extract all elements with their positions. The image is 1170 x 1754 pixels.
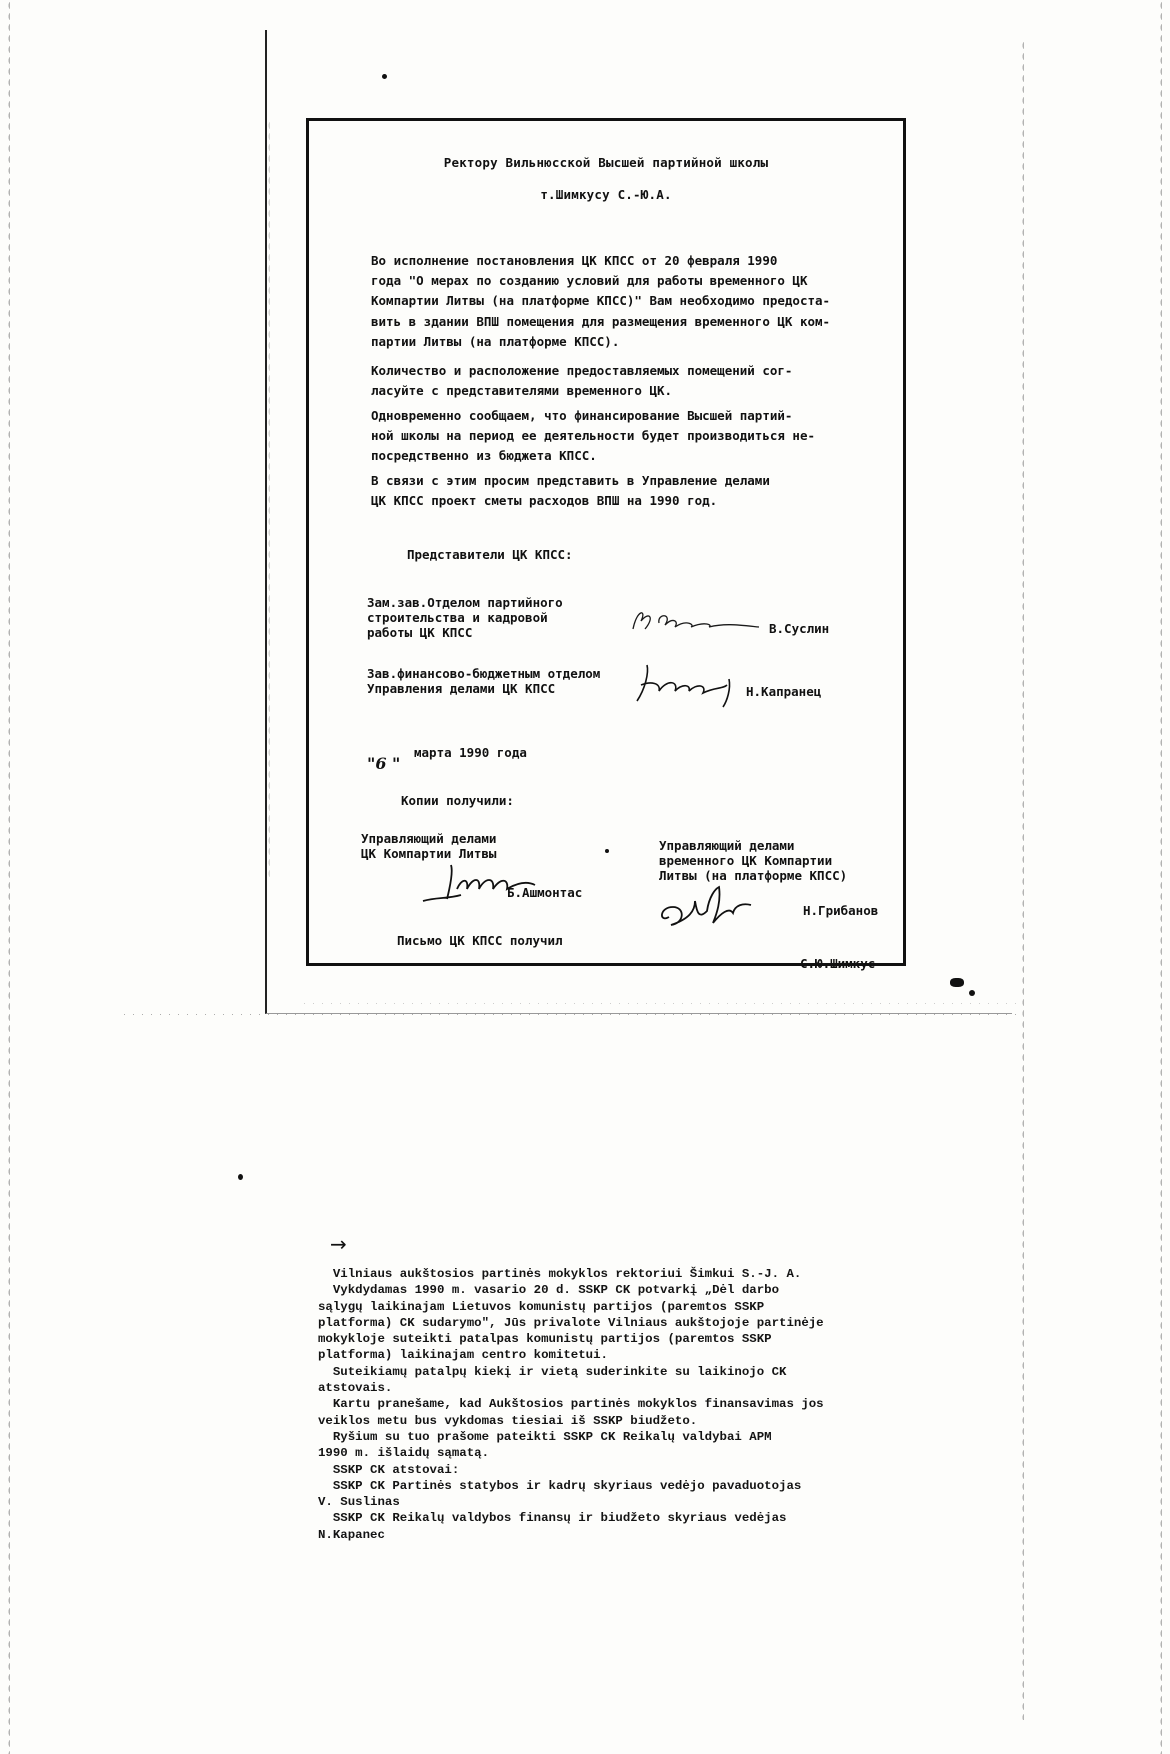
scan-noise-left <box>8 0 10 1754</box>
recipient-right-title: Управляющий делами временного ЦК Компартии Литвы (на платформе КПСС) <box>659 838 848 883</box>
letter-paragraph-2: Количество и расположение предоставляемых помещений сог- ласуйте с представителями временного ЦК. <box>371 363 793 399</box>
letter-paragraph-1: Во исполнение постановления ЦК КПСС от 20 февраля 1990 года "О мерах по созданию условий для работы временного ЦК Компартии Литвы (на платформе КПСС)" Вам необходимо предоста- вить в здании ВПШ помещения для размещения временного ЦК ком- партии Литвы (на платформе КПСС). <box>371 253 831 349</box>
scan-noise-right-2 <box>1160 0 1162 1754</box>
received-note: Письмо ЦК КПСС получил <box>397 933 563 948</box>
received-signature: С.Ю.Шимкус <box>800 956 876 971</box>
arrow-marker: → <box>330 1232 347 1256</box>
recipient-left-name: Б.Ашмонтас <box>507 885 583 900</box>
translation-line: Kartu pranešame, kad Aukštosios partinės mokyklos finansavimas jos <box>318 1397 824 1412</box>
translation-line: Vilniaus aukštosios partinės mokyklos rektoriui Šimkui S.-J. A. <box>318 1267 802 1281</box>
rep2-name: Н.Капранец <box>746 684 822 699</box>
addressee-line-1: Ректору Вильнюсской Высшей партийной школы <box>443 155 769 170</box>
date-day <box>367 741 400 771</box>
recipient-left-title: Управляющий делами ЦК Компартии Литвы <box>361 831 497 861</box>
letter-paragraph-3: Одновременно сообщаем, что финансирование Высшей партий- ной школы на период ее деятельности будет производиться не- посредственно из бюджета КПСС. <box>371 408 816 464</box>
quote-mark: " <box>386 754 401 773</box>
translation-line: platforma) CK sudarymo", Jūs privalote Vilniaus aukštojoje partinėje <box>318 1315 824 1330</box>
representatives-heading: Представители ЦК КПСС: <box>407 547 573 562</box>
date-day-value: 6 <box>375 754 387 773</box>
speck <box>238 1174 243 1180</box>
gribanov-signature <box>655 883 775 933</box>
typed-letter <box>306 118 906 966</box>
rep2-title: Зав.финансово-бюджетным отделом Управления делами ЦК КПСС <box>367 666 601 696</box>
translation-line: sąlygų laikinajam Lietuvos komunistų partijos (paremtos SSKP <box>318 1299 765 1314</box>
translation-line: veiklos metu bus vykdomas tiesiai iš SSKP biudžeto. <box>318 1413 698 1428</box>
recipient-right-name: Н.Грибанов <box>803 903 879 918</box>
addressee-line-2: т.Шимкусу С.-Ю.А. <box>540 187 672 202</box>
kapranets-signature <box>631 661 751 709</box>
translation-line: mokykloje suteikti patalpas komunistų partijos (paremtos SSKP <box>318 1332 772 1347</box>
translation-line: platforma) laikinajam centro komitetui. <box>318 1348 608 1363</box>
rep1-title: Зам.зав.Отделом партийного строительства и кадровой работы ЦК КПСС <box>367 595 563 640</box>
translation-line: atstovais. <box>318 1381 393 1396</box>
date-rest: марта 1990 года <box>414 745 527 760</box>
suslin-signature <box>629 603 769 643</box>
translation-line: N.Kapanec <box>318 1527 385 1542</box>
ashmontas-signature <box>417 859 567 909</box>
translation-line: V. Suslinas <box>318 1495 400 1510</box>
translation-line: Vykdydamas 1990 m. vasario 20 d. SSKP CK potvarkį „Dėl darbo <box>318 1283 780 1298</box>
scan-noise-right <box>1022 40 1024 1720</box>
translation-line: Suteikiamų patalpų kiekį ir vietą suderinkite su laikinojo CK <box>318 1364 787 1379</box>
translation-line: SSKP CK atstovai: <box>318 1462 460 1477</box>
translation-line: Ryšium su tuo prašome pateikti SSKP CK Reikalų valdybai APM <box>318 1429 772 1444</box>
translation-line: SSKP CK Partinės statybos ir kadrų skyriaus vedėjo pavaduotojas <box>318 1478 802 1493</box>
translation-line: SSKP CK Reikalų valdybos finansų ir biudžeto skyriaus vedėjas <box>318 1511 787 1526</box>
quote-mark: " <box>367 754 376 773</box>
letter-paragraph-4: В связи с этим просим представить в Управление делами ЦК КПСС проект сметы расходов ВПШ на 1990 год. <box>371 473 770 509</box>
translation-line: 1990 m. išlaidų sąmatą. <box>318 1446 490 1461</box>
rep1-name: В.Суслин <box>769 621 830 636</box>
translation-block <box>318 1266 958 1543</box>
copies-heading: Копии получили: <box>401 793 514 808</box>
